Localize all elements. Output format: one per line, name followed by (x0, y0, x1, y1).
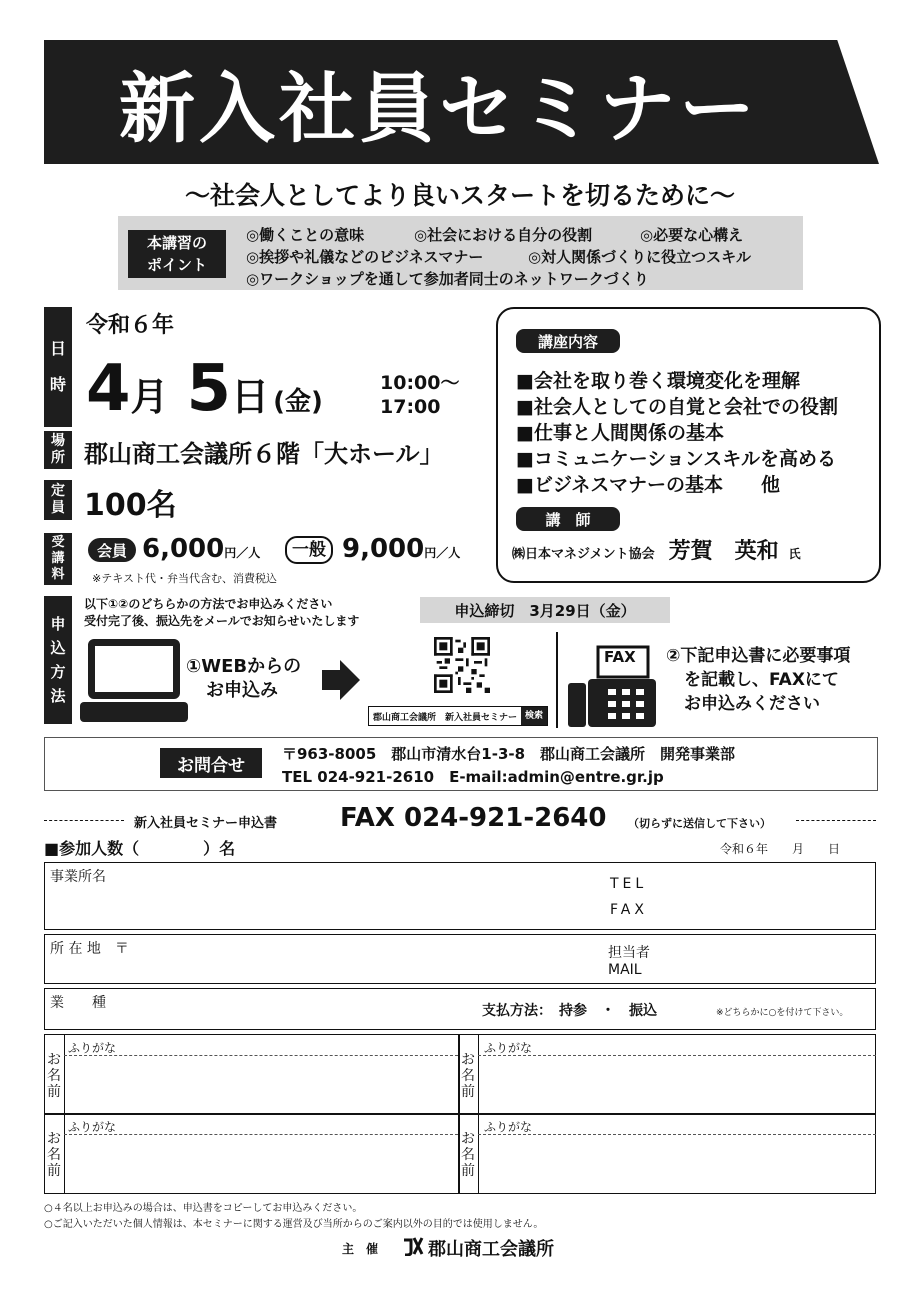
grid-dashline (478, 1055, 876, 1056)
capacity-label (44, 480, 72, 520)
fee-label-char: 講 (51, 551, 65, 566)
apply-label-char: 込 (50, 639, 66, 657)
point-item: ◎必要な心構え (640, 226, 744, 244)
points-label-line2: ポイント (146, 256, 207, 274)
course-item: ■ビジネスマナーの基本 他 (516, 474, 781, 496)
name-label-char: 名 (461, 1068, 475, 1084)
venue-label-char: 場 (51, 433, 65, 449)
address-row[interactable] (44, 934, 876, 984)
general-fee (342, 534, 460, 564)
apply-intro (84, 596, 359, 630)
venue-text: 郡山商工会議所６階「大ホール」 (84, 440, 444, 468)
name-field[interactable] (484, 1058, 870, 1108)
search-text: 郡山商工会議所 新入社員セミナー (373, 712, 518, 723)
fax-icon-text: FAX (604, 648, 636, 666)
apply-label-char: 方 (50, 663, 66, 681)
form-fax-note: （切らずに送信して下さい） (628, 817, 771, 830)
payment-note: ※どちらかに○を付けて下さい。 (716, 1008, 849, 1018)
time-end: 17:00 (380, 396, 441, 418)
date-day-unit: 日 (231, 375, 270, 419)
participants-count: ■参加人数（ ）名 (44, 839, 236, 858)
fee-note: ※テキスト代・弁当代含む、消費税込 (92, 572, 277, 585)
date-month-unit: 月 (130, 375, 169, 419)
footer-note: ○４名以上お申込みの場合は、申込書をコピーしてお申込みください。 (44, 1203, 363, 1214)
mail-label: MAIL (608, 962, 642, 978)
time-start: 10:00〜 (380, 372, 460, 394)
name-label-char: 名 (461, 1147, 475, 1163)
name-field[interactable] (70, 1058, 450, 1108)
lecturer-name: 芳賀 英和 (668, 539, 779, 564)
industry-label: 業 種 (50, 995, 106, 1011)
fee-label (44, 533, 72, 585)
event-date (86, 352, 323, 426)
name-label-char: 前 (47, 1163, 61, 1179)
event-time (380, 371, 459, 419)
date-day-num: 5 (186, 352, 232, 426)
qr-code-icon[interactable] (434, 637, 490, 693)
search-button[interactable]: 検索 (521, 707, 547, 725)
contact-tel-email: TEL 024-921-2610 E-mail:admin@entre.gr.jp (282, 768, 664, 786)
form-fax: FAX 024-921-2640 (340, 803, 607, 833)
footer-note: ○ご記入いただいた個人情報は、本セミナーに関する運営及び当所からのご案内以外の目的では使用しません。 (44, 1219, 544, 1230)
venue-label (44, 431, 72, 469)
divider (556, 632, 558, 728)
capacity-label-char: 定 (51, 483, 65, 499)
grid-divider (64, 1034, 65, 1194)
cut-line (796, 820, 876, 821)
general-unit: 円／人 (424, 546, 461, 560)
office-label: 事業所名 (50, 869, 106, 885)
web-apply-line: ①WEBからの (186, 656, 302, 677)
web-apply (186, 655, 301, 703)
lecturer-suffix: 氏 (788, 547, 801, 561)
point-item: ◎対人関係づくりに役立つスキル (528, 248, 751, 266)
name-label-char: 前 (461, 1163, 475, 1179)
point-item: ◎ワークショップを通して参加者同士のネットワークづくり (246, 270, 649, 288)
courses-header: 講座内容 (516, 329, 620, 353)
form-date: 令和６年 月 日 (720, 842, 841, 856)
name-label-char: 前 (461, 1084, 475, 1100)
fax-apply-line: ②下記申込書に必要事項 (666, 646, 851, 666)
date-weekday: (金) (273, 387, 323, 417)
date-era: 令和６年 (86, 313, 175, 338)
fax-label: FAX (610, 902, 648, 918)
furigana-label: ふりがな (68, 1120, 117, 1134)
address-label: 所 在 地 〒 (50, 941, 129, 957)
lecturer-header: 講 師 (516, 507, 620, 531)
apply-label-char: 法 (50, 687, 66, 705)
apply-label (44, 596, 72, 724)
name-label (46, 1131, 62, 1179)
name-label (460, 1131, 476, 1179)
name-label-char: 前 (47, 1084, 61, 1100)
fax-apply-line: を記載し、FAXにて (684, 670, 839, 690)
arrow-right-icon (322, 660, 360, 700)
member-price: 6,000 (142, 534, 225, 564)
fax-apply-line: お申込みください (684, 694, 820, 714)
member-unit: 円／人 (224, 546, 261, 560)
point-item: ◎働くことの意味 (246, 226, 365, 244)
name-label (460, 1052, 476, 1100)
capacity-text: 100名 (84, 488, 177, 523)
date-month-num: 4 (86, 352, 131, 426)
name-label-char: お (461, 1131, 475, 1147)
keyboard-icon (80, 702, 188, 722)
grid-dashline (64, 1134, 458, 1135)
course-item: ■会社を取り巻く環境変化を理解 (516, 370, 800, 392)
grid-divider (478, 1034, 479, 1194)
furigana-label: ふりがな (68, 1041, 117, 1055)
payment-method[interactable]: 支払方法： 持参 ・ 振込 (482, 1003, 657, 1019)
computer-icon (88, 639, 180, 699)
fee-label-char: 料 (51, 567, 65, 582)
name-label-char: お (47, 1131, 61, 1147)
tel-label: TEL (610, 876, 648, 892)
fee-label-char: 受 (51, 535, 65, 550)
web-apply-line: お申込み (206, 680, 278, 701)
form-title: 新入社員セミナー申込書 (134, 816, 278, 831)
name-label-char: お (461, 1052, 475, 1068)
cut-line (44, 820, 124, 821)
name-label-char: 名 (47, 1147, 61, 1163)
name-label-char: お (47, 1052, 61, 1068)
organizer-label: 主 催 (342, 1242, 379, 1256)
venue-label-char: 所 (51, 450, 65, 466)
name-label (46, 1052, 62, 1100)
points-label (128, 230, 226, 278)
person-label: 担当者 (608, 945, 650, 961)
name-field[interactable] (484, 1137, 870, 1187)
date-label-char: 日 (49, 339, 66, 358)
capacity-label-char: 員 (51, 500, 65, 516)
contact-label: お問合せ (160, 748, 262, 778)
office-row[interactable] (44, 862, 876, 930)
point-item: ◎社会における自分の役割 (414, 226, 593, 244)
course-item: ■仕事と人間関係の基本 (516, 422, 724, 444)
apply-label-char: 申 (50, 615, 66, 633)
general-badge: 一般 (285, 536, 333, 564)
chamber-logo-icon (402, 1236, 424, 1256)
apply-intro-line: 受付完了後、振込先をメールでお知らせいたします (84, 614, 360, 628)
name-field[interactable] (70, 1137, 450, 1187)
search-box[interactable] (368, 706, 548, 726)
course-item: ■社会人としての自覚と会社での役割 (516, 396, 838, 418)
deadline: 申込締切 3月29日（金） (420, 597, 670, 623)
furigana-label: ふりがな (484, 1041, 533, 1055)
organizer-name: 郡山商工会議所 (428, 1239, 554, 1260)
contact-address: 〒963-8005 郡山市清水台1-3-8 郡山商工会議所 開発事業部 (282, 745, 736, 763)
fax-apply (666, 644, 850, 716)
name-label-char: 名 (47, 1068, 61, 1084)
furigana-label: ふりがな (484, 1120, 533, 1134)
member-badge: 会員 (88, 538, 136, 562)
lecturer (512, 534, 801, 565)
date-label-char: 時 (49, 375, 66, 394)
course-item: ■コミュニケーションスキルを高める (516, 448, 837, 470)
grid-dashline (64, 1055, 458, 1056)
point-item: ◎挨拶や礼儀などのビジネスマナー (246, 248, 484, 266)
member-fee (142, 534, 260, 564)
grid-divider (44, 1113, 876, 1115)
lecturer-org: ㈱日本マネジメント協会 (512, 547, 655, 562)
general-price: 9,000 (342, 534, 425, 564)
date-label (44, 307, 72, 427)
points-label-line1: 本講習の (146, 234, 207, 252)
grid-dashline (478, 1134, 876, 1135)
subtitle: 〜社会人としてより良いスタートを切るために〜 (184, 181, 735, 210)
apply-intro-line: 以下①②のどちらかの方法でお申込みください (84, 597, 333, 611)
page-title: 新入社員セミナー (119, 63, 759, 153)
